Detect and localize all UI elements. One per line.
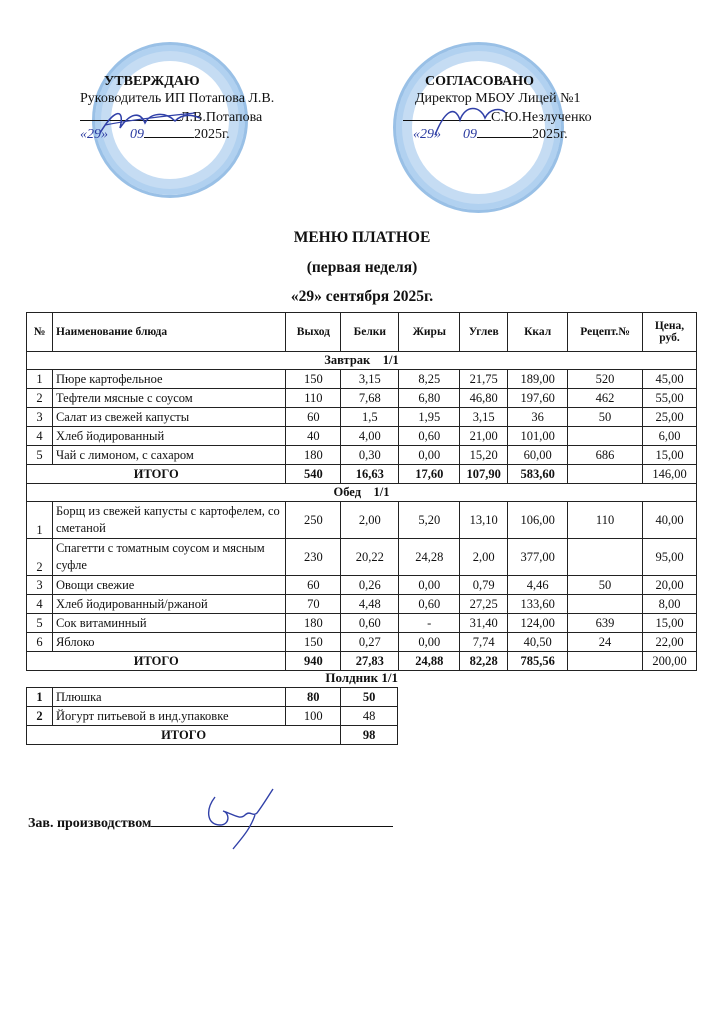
cell-carbs: 13,10 bbox=[460, 502, 508, 539]
snack-table bbox=[26, 687, 398, 745]
table-row bbox=[27, 389, 697, 408]
total-kcal: 583,60 bbox=[508, 465, 568, 484]
cell-value: 50 bbox=[341, 688, 398, 707]
cell-kcal: 377,00 bbox=[508, 539, 568, 576]
cell-recipe bbox=[568, 427, 643, 446]
cell-protein: 0,27 bbox=[341, 633, 399, 652]
cell-fat: 0,60 bbox=[399, 427, 460, 446]
total-yield: 540 bbox=[286, 465, 341, 484]
cell-number: 3 bbox=[27, 408, 53, 427]
approval-heading: УТВЕРЖДАЮ bbox=[104, 74, 200, 89]
snack-section-label: Полдник 1/1 bbox=[325, 670, 398, 685]
col-header-yield: Выход bbox=[286, 313, 341, 352]
cell-carbs: 27,25 bbox=[460, 595, 508, 614]
cell-yield: 250 bbox=[286, 502, 341, 539]
cell-dish: Хлеб йодированный bbox=[52, 427, 285, 446]
total-fat: 17,60 bbox=[399, 465, 460, 484]
approval-signer: Л.В.Потапова bbox=[180, 110, 263, 125]
cell-yield: 230 bbox=[286, 539, 341, 576]
total-price: 200,00 bbox=[643, 652, 697, 671]
cell-price: 95,00 bbox=[643, 539, 697, 576]
cell-protein: 7,68 bbox=[341, 389, 399, 408]
cell-dish: Борщ из свежей капусты с картофелем, со сметаной bbox=[52, 502, 285, 539]
cell-carbs: 3,15 bbox=[460, 408, 508, 427]
cell-yield: 110 bbox=[286, 389, 341, 408]
total-label: ИТОГО bbox=[27, 726, 341, 745]
cell-yield: 100 bbox=[286, 707, 341, 726]
signature-production-head bbox=[195, 785, 275, 855]
cell-value: 48 bbox=[341, 707, 398, 726]
cell-yield: 80 bbox=[286, 688, 341, 707]
approval-heading: СОГЛАСОВАНО bbox=[425, 74, 534, 89]
cell-recipe bbox=[568, 595, 643, 614]
cell-carbs: 21,75 bbox=[460, 370, 508, 389]
table-row bbox=[27, 576, 697, 595]
cell-kcal: 40,50 bbox=[508, 633, 568, 652]
cell-dish: Овощи свежие bbox=[52, 576, 285, 595]
cell-price: 6,00 bbox=[643, 427, 697, 446]
section-label: Завтрак 1/1 bbox=[27, 352, 697, 370]
cell-dish: Пюре картофельное bbox=[52, 370, 285, 389]
cell-kcal: 101,00 bbox=[508, 427, 568, 446]
cell-kcal: 133,60 bbox=[508, 595, 568, 614]
cell-fat: 0,60 bbox=[399, 595, 460, 614]
cell-recipe bbox=[568, 539, 643, 576]
total-recipe bbox=[568, 465, 643, 484]
document-subtitle: (первая неделя) bbox=[306, 259, 418, 276]
cell-yield: 60 bbox=[286, 576, 341, 595]
cell-number: 2 bbox=[27, 389, 53, 408]
cell-kcal: 106,00 bbox=[508, 502, 568, 539]
cell-carbs: 15,20 bbox=[460, 446, 508, 465]
cell-price: 22,00 bbox=[643, 633, 697, 652]
cell-protein: 3,15 bbox=[341, 370, 399, 389]
date-month: 09 bbox=[463, 127, 477, 142]
table-row bbox=[27, 502, 697, 539]
cell-number: 5 bbox=[27, 446, 53, 465]
cell-dish: Тефтели мясные с соусом bbox=[52, 389, 285, 408]
total-kcal: 785,56 bbox=[508, 652, 568, 671]
cell-price: 40,00 bbox=[643, 502, 697, 539]
table-row bbox=[27, 633, 697, 652]
cell-carbs: 31,40 bbox=[460, 614, 508, 633]
cell-fat: - bbox=[399, 614, 460, 633]
cell-price: 8,00 bbox=[643, 595, 697, 614]
cell-number: 5 bbox=[27, 614, 53, 633]
cell-dish: Сок витаминный bbox=[52, 614, 285, 633]
total-recipe bbox=[568, 652, 643, 671]
cell-price: 55,00 bbox=[643, 389, 697, 408]
cell-recipe: 462 bbox=[568, 389, 643, 408]
approval-signer: С.Ю.Незлученко bbox=[491, 110, 592, 125]
total-price: 146,00 bbox=[643, 465, 697, 484]
cell-number: 2 bbox=[27, 539, 53, 576]
signature-right bbox=[430, 100, 510, 140]
table-row bbox=[27, 614, 697, 633]
cell-dish: Яблоко bbox=[52, 633, 285, 652]
cell-fat: 0,00 bbox=[399, 576, 460, 595]
signature-left bbox=[95, 103, 205, 143]
total-row bbox=[27, 652, 697, 671]
cell-protein: 2,00 bbox=[341, 502, 399, 539]
col-header-protein: Белки bbox=[341, 313, 399, 352]
total-yield: 940 bbox=[286, 652, 341, 671]
cell-dish: Чай с лимоном, с сахаром bbox=[52, 446, 285, 465]
table-header-row bbox=[27, 313, 697, 352]
section-label: Обед 1/1 bbox=[27, 484, 697, 502]
cell-price: 15,00 bbox=[643, 446, 697, 465]
cell-dish: Плюшка bbox=[52, 688, 285, 707]
cell-price: 25,00 bbox=[643, 408, 697, 427]
cell-protein: 0,30 bbox=[341, 446, 399, 465]
total-protein: 27,83 bbox=[341, 652, 399, 671]
date-day: «29» bbox=[413, 127, 441, 142]
cell-dish: Хлеб йодированный/ржаной bbox=[52, 595, 285, 614]
cell-protein: 20,22 bbox=[341, 539, 399, 576]
table-row bbox=[27, 370, 697, 389]
total-row bbox=[27, 726, 398, 745]
col-header-number: № bbox=[27, 313, 53, 352]
cell-number: 4 bbox=[27, 427, 53, 446]
cell-kcal: 60,00 bbox=[508, 446, 568, 465]
col-header-dish: Наименование блюда bbox=[52, 313, 285, 352]
cell-carbs: 2,00 bbox=[460, 539, 508, 576]
document-date: «29» сентября 2025г. bbox=[290, 288, 434, 305]
total-fat: 24,88 bbox=[399, 652, 460, 671]
cell-fat: 6,80 bbox=[399, 389, 460, 408]
cell-kcal: 4,46 bbox=[508, 576, 568, 595]
cell-yield: 60 bbox=[286, 408, 341, 427]
cell-recipe: 110 bbox=[568, 502, 643, 539]
cell-recipe: 50 bbox=[568, 576, 643, 595]
cell-recipe: 639 bbox=[568, 614, 643, 633]
total-carbs: 82,28 bbox=[460, 652, 508, 671]
table-row bbox=[27, 688, 398, 707]
cell-number: 2 bbox=[27, 707, 53, 726]
cell-yield: 70 bbox=[286, 595, 341, 614]
cell-yield: 150 bbox=[286, 633, 341, 652]
cell-price: 45,00 bbox=[643, 370, 697, 389]
table-row bbox=[27, 595, 697, 614]
cell-yield: 40 bbox=[286, 427, 341, 446]
cell-recipe: 24 bbox=[568, 633, 643, 652]
date-day: «29» bbox=[80, 127, 108, 142]
table-row bbox=[27, 446, 697, 465]
lunch-section-header bbox=[27, 484, 697, 502]
table-row bbox=[27, 539, 697, 576]
cell-yield: 180 bbox=[286, 614, 341, 633]
total-protein: 16,63 bbox=[341, 465, 399, 484]
total-carbs: 107,90 bbox=[460, 465, 508, 484]
cell-dish: Йогурт питьевой в инд.упаковке bbox=[52, 707, 285, 726]
cell-carbs: 0,79 bbox=[460, 576, 508, 595]
cell-yield: 180 bbox=[286, 446, 341, 465]
cell-recipe: 520 bbox=[568, 370, 643, 389]
cell-kcal: 36 bbox=[508, 408, 568, 427]
cell-price: 20,00 bbox=[643, 576, 697, 595]
date-year: 2025г. bbox=[532, 127, 568, 142]
cell-yield: 150 bbox=[286, 370, 341, 389]
date-month: 09 bbox=[130, 127, 144, 142]
total-row bbox=[27, 465, 697, 484]
footer-label: Зав. производством bbox=[28, 816, 152, 831]
cell-price: 15,00 bbox=[643, 614, 697, 633]
breakfast-section-header bbox=[27, 352, 697, 370]
col-header-recipe: Рецепт.№ bbox=[568, 313, 643, 352]
cell-carbs: 21,00 bbox=[460, 427, 508, 446]
cell-protein: 4,48 bbox=[341, 595, 399, 614]
col-header-carbs: Углев bbox=[460, 313, 508, 352]
cell-dish: Спагетти с томатным соусом и мясным суфле bbox=[52, 539, 285, 576]
cell-number: 4 bbox=[27, 595, 53, 614]
table-row bbox=[27, 707, 398, 726]
cell-fat: 1,95 bbox=[399, 408, 460, 427]
total-label: ИТОГО bbox=[27, 465, 286, 484]
total-label: ИТОГО bbox=[27, 652, 286, 671]
cell-fat: 5,20 bbox=[399, 502, 460, 539]
cell-dish: Салат из свежей капусты bbox=[52, 408, 285, 427]
cell-protein: 1,5 bbox=[341, 408, 399, 427]
cell-kcal: 197,60 bbox=[508, 389, 568, 408]
menu-table bbox=[26, 312, 697, 671]
approval-position: Руководитель ИП Потапова Л.В. bbox=[80, 91, 275, 106]
cell-protein: 0,26 bbox=[341, 576, 399, 595]
document-title: МЕНЮ ПЛАТНОЕ bbox=[293, 229, 431, 246]
cell-fat: 0,00 bbox=[399, 633, 460, 652]
cell-carbs: 7,74 bbox=[460, 633, 508, 652]
cell-number: 1 bbox=[27, 688, 53, 707]
cell-recipe: 686 bbox=[568, 446, 643, 465]
cell-kcal: 124,00 bbox=[508, 614, 568, 633]
cell-number: 1 bbox=[27, 370, 53, 389]
cell-kcal: 189,00 bbox=[508, 370, 568, 389]
cell-fat: 0,00 bbox=[399, 446, 460, 465]
cell-carbs: 46,80 bbox=[460, 389, 508, 408]
total-value: 98 bbox=[341, 726, 398, 745]
table-row bbox=[27, 408, 697, 427]
table-row bbox=[27, 427, 697, 446]
cell-fat: 8,25 bbox=[399, 370, 460, 389]
cell-recipe: 50 bbox=[568, 408, 643, 427]
date-year: 2025г. bbox=[194, 127, 230, 142]
cell-protein: 0,60 bbox=[341, 614, 399, 633]
col-header-fat: Жиры bbox=[399, 313, 460, 352]
cell-number: 1 bbox=[27, 502, 53, 539]
col-header-kcal: Ккал bbox=[508, 313, 568, 352]
cell-number: 6 bbox=[27, 633, 53, 652]
cell-fat: 24,28 bbox=[399, 539, 460, 576]
col-header-price: Цена, руб. bbox=[643, 313, 697, 352]
cell-protein: 4,00 bbox=[341, 427, 399, 446]
cell-number: 3 bbox=[27, 576, 53, 595]
approval-position: Директор МБОУ Лицей №1 bbox=[415, 91, 581, 106]
